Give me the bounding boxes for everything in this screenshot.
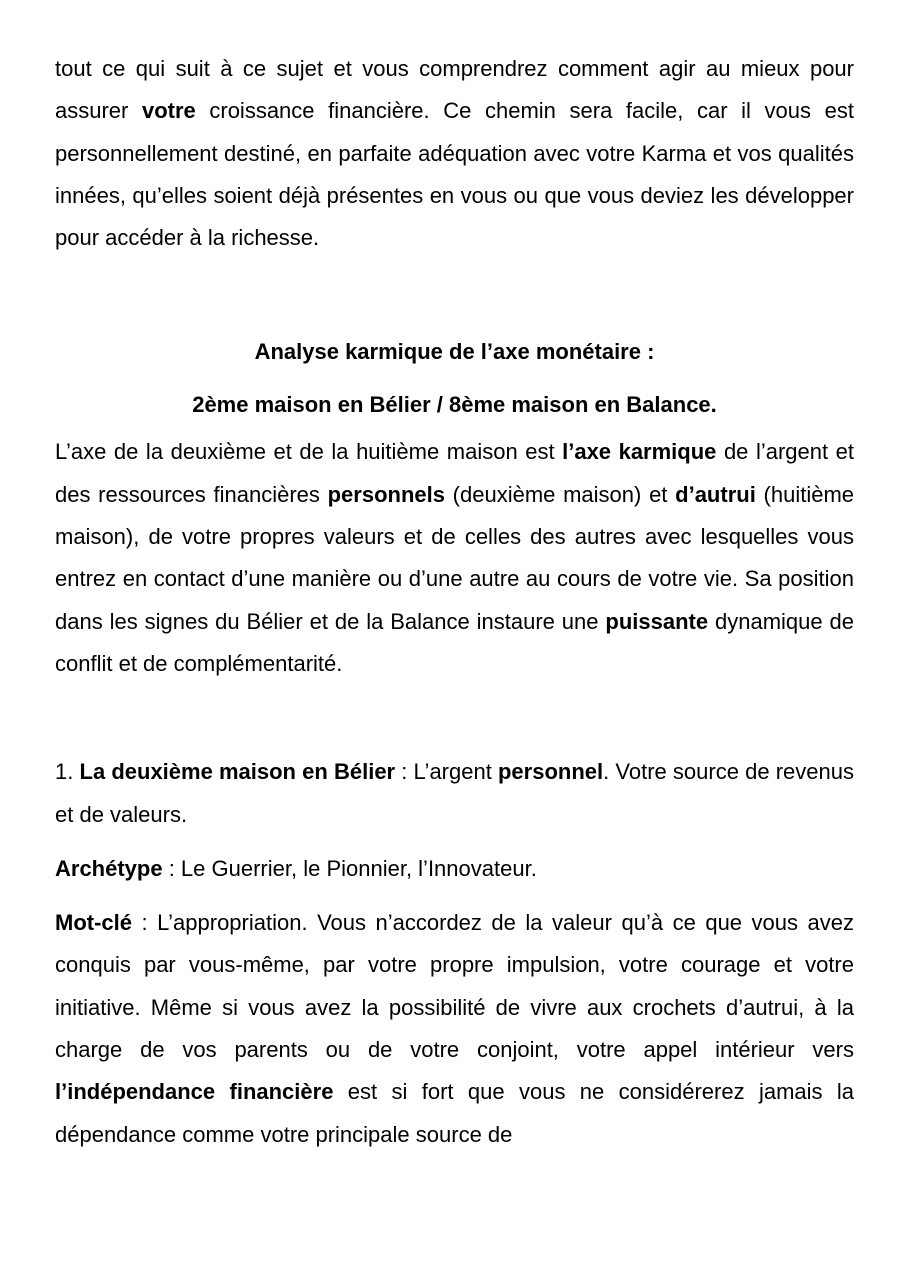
text-segment: : L’appropriation. Vous n’accordez de la valeur qu’à ce que vous avez conquis par vous-même, par votre propre impulsion, votre courage et votre initiative. Même si vous avez la possibilité de vivre aux crochets d’autrui, à la charge de vos parents ou de votre conjoint, votre appel intérieur vers — [55, 910, 854, 1063]
spacer — [55, 259, 854, 325]
bold-text: d’autrui — [675, 481, 756, 507]
keyword-label: Mot-clé — [55, 910, 132, 936]
text-segment: tout ce qui suit à ce sujet et vous comprendrez comment agir au mieux pour assurer — [55, 56, 854, 124]
bold-text: votre — [141, 98, 196, 124]
bold-text: personnel — [497, 759, 604, 785]
paragraph-axis — [55, 431, 854, 685]
bold-text: La deuxième maison en Bélier — [79, 759, 396, 785]
archetype-label: Archétype — [55, 855, 163, 881]
text-segment: . Votre source de revenus et de valeurs. — [55, 759, 854, 827]
paragraph-archetype — [55, 848, 854, 890]
document-page — [55, 48, 854, 1156]
text-segment: de l’argent et des ressources financières — [55, 439, 854, 507]
text-segment: (huitième maison), de votre propres valeurs et de celles des autres avec lesquelles vous entrez en contact d’une manière ou d’une autre au cours de votre vie. Sa position dans les signes du Bélier et de la Balance instaure une — [55, 481, 855, 634]
paragraph-section-1 — [55, 751, 854, 836]
text-segment: : L’argent — [395, 759, 498, 785]
paragraph-keyword — [55, 902, 854, 1156]
section-heading-line-1: Analyse karmique de l’axe monétaire : — [254, 339, 655, 365]
paragraph-intro — [55, 48, 854, 259]
text-segment: (deuxième maison) et — [444, 481, 676, 507]
text-segment: L’axe de la deuxième et de la huitième maison est — [55, 439, 563, 465]
text-segment: croissance financière. Ce chemin sera facile, car il vous est personnellement destiné, en parfaite adéquation avec votre Karma et vos qualités innées, qu’elles soient déjà présentes en vous ou que vous deviez les développer pour accéder à la richesse. — [55, 98, 854, 251]
text-segment: dynamique de conflit et de complémentarité. — [55, 608, 854, 676]
bold-text: puissante — [605, 608, 709, 634]
bold-text: l’indépendance financière — [55, 1079, 334, 1105]
bold-text: personnels — [327, 481, 445, 507]
list-number: 1. — [55, 759, 80, 785]
text-segment: est si fort que vous ne considérerez jamais la dépendance comme votre principale source de — [55, 1079, 855, 1147]
text-segment: : Le Guerrier, le Pionnier, l’Innovateur. — [162, 855, 537, 881]
section-heading-line-2: 2ème maison en Bélier / 8ème maison en Balance. — [192, 392, 717, 418]
spacer — [55, 685, 854, 751]
bold-text: l’axe karmique — [562, 439, 717, 465]
